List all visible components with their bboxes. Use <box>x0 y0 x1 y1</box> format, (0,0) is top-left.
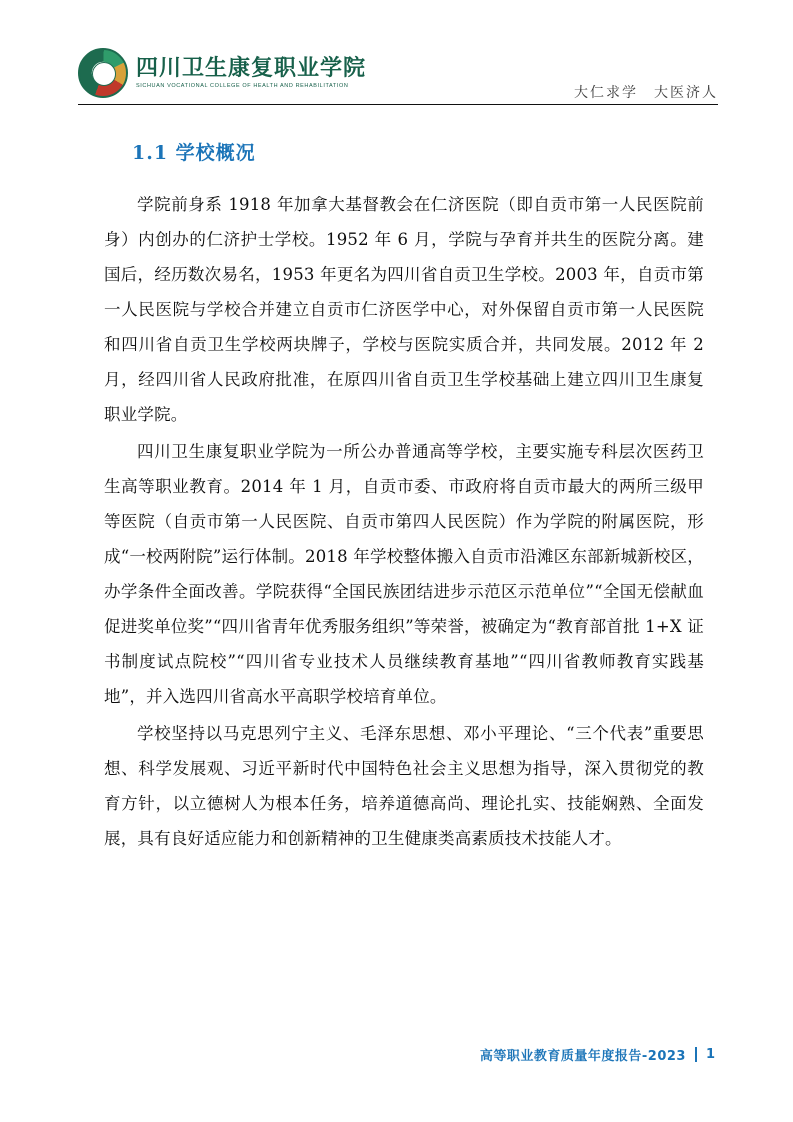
school-logo-text <box>136 54 367 90</box>
school-name-cn: 四川卫生康复职业学院 <box>136 54 367 81</box>
header-motto: 大仁求学 大医济人 <box>574 85 718 101</box>
body-paragraph: 学院前身系 1918 年加拿大基督教会在仁济医院（即自贡市第一人民医院前身）内创办的仁济护士学校。1952 年 6 月，学院与孕育并共生的医院分离。建国后，经历数次易名，1953 年更名为四川省自贡卫生学校。2003 年，自贡市第一人民医院与学校合并建立自贡市仁济医学中心，对外保留自贡市第一人民医院和四川省自贡卫生学校两块牌子，学校与医院实质合并，共同发展。2012 年 2 月，经四川省人民政府批准，在原四川省自贡卫生学校基础上建立四川卫生康复职业学院。 <box>104 195 704 424</box>
page-footer <box>480 1045 715 1064</box>
body-paragraph: 四川卫生康复职业学院为一所公办普通高等学校，主要实施专科层次医药卫生高等职业教育。2014 年 1 月，自贡市委、市政府将自贡市最大的两所三级甲等医院（自贡市第一人民医院、自贡市第四人民医院）作为学院的附属医院，形成“一校两附院”运行体制。2018 年学校整体搬入自贡市沿滩区东部新城新校区，办学条件全面改善。学院获得“全国民族团结进步示范区示范单位”“全国无偿献血促进奖单位奖”“四川省青年优秀服务组织”等荣誉，被确定为“教育部首批 1+X 证书制度试点院校”“四川省专业技术人员继续教育基地”“四川省教师教育实践基地”，并入选四川省高水平高职学校培育单位。 <box>104 442 704 706</box>
page-content <box>104 138 704 858</box>
body-paragraph: 学校坚持以马克思列宁主义、毛泽东思想、邓小平理论、“三个代表”重要思想、科学发展观、习近平新时代中国特色社会主义思想为指导，深入贯彻党的教育方针，以立德树人为根本任务，培养道德高尚、理论扎实、技能娴熟、全面发展，具有良好适应能力和创新精神的卫生健康类高素质技术技能人才。 <box>104 724 704 848</box>
header-divider <box>78 104 718 105</box>
footer-page-number: 1 <box>705 1047 715 1062</box>
footer-divider <box>695 1047 697 1062</box>
page-header <box>78 48 718 104</box>
school-emblem-icon <box>78 48 128 98</box>
school-name-en: SICHUAN VOCATIONAL COLLEGE OF HEALTH AND REHABILITATION <box>136 83 349 90</box>
section-heading: 1.1 学校概况 <box>132 142 256 164</box>
school-logo <box>78 48 366 98</box>
footer-report-title: 高等职业教育质量年度报告-2023 <box>479 1049 686 1064</box>
